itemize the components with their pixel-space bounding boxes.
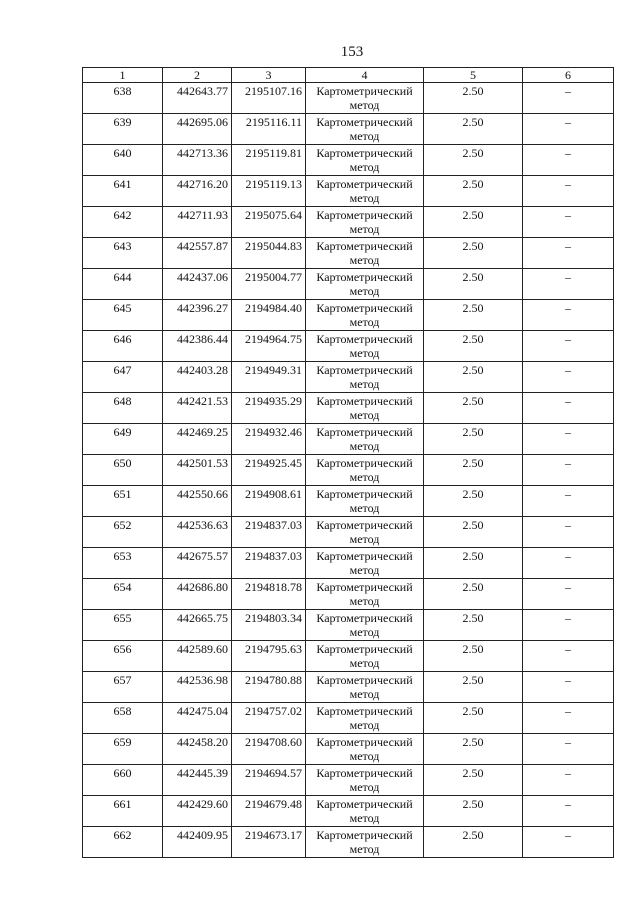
method-line-2: метод [349,594,380,608]
method-line-1: Картометрический [316,270,413,284]
x-coordinate-cell: 442386.44 [163,331,232,362]
page-number: 153 [340,44,364,60]
x-coordinate-cell: 442557.87 [163,238,232,269]
method-line-1: Картометрический [316,828,413,842]
method-cell [306,734,424,765]
point-number-cell: 656 [83,641,163,672]
point-number-cell: 660 [83,765,163,796]
y-coordinate-cell: 2194780.88 [232,672,306,703]
y-coordinate-cell: 2194837.03 [232,517,306,548]
method-line-2: метод [349,718,380,732]
description-cell: – [523,331,614,362]
method-cell [306,269,424,300]
y-coordinate-cell: 2194984.40 [232,300,306,331]
point-number-cell: 638 [83,83,163,114]
method-cell [306,517,424,548]
point-number-cell: 650 [83,455,163,486]
y-coordinate-cell: 2194925.45 [232,455,306,486]
y-coordinate-cell: 2195075.64 [232,207,306,238]
method-line-2: метод [349,98,380,112]
table-row [83,827,614,858]
table-row [83,672,614,703]
x-coordinate-cell: 442437.06 [163,269,232,300]
method-cell [306,827,424,858]
description-cell: – [523,145,614,176]
table-row [83,734,614,765]
description-cell: – [523,579,614,610]
point-number-cell: 642 [83,207,163,238]
accuracy-cell: 2.50 [424,207,523,238]
method-line-2: метод [349,377,380,391]
column-header: 5 [424,68,523,83]
point-number-cell: 644 [83,269,163,300]
y-coordinate-cell: 2195119.13 [232,176,306,207]
point-number-cell: 661 [83,796,163,827]
x-coordinate-cell: 442536.98 [163,672,232,703]
method-line-2: метод [349,563,380,577]
point-number-cell: 639 [83,114,163,145]
method-line-1: Картометрический [316,84,413,98]
table-row [83,362,614,393]
y-coordinate-cell: 2195116.11 [232,114,306,145]
y-coordinate-cell: 2194818.78 [232,579,306,610]
y-coordinate-cell: 2194708.60 [232,734,306,765]
accuracy-cell: 2.50 [424,83,523,114]
table-row [83,145,614,176]
method-line-2: метод [349,160,380,174]
table-row [83,176,614,207]
y-coordinate-cell: 2194803.34 [232,610,306,641]
point-number-cell: 658 [83,703,163,734]
method-line-1: Картометрический [316,735,413,749]
x-coordinate-cell: 442458.20 [163,734,232,765]
method-line-1: Картометрический [316,115,413,129]
y-coordinate-cell: 2195119.81 [232,145,306,176]
y-coordinate-cell: 2194949.31 [232,362,306,393]
accuracy-cell: 2.50 [424,424,523,455]
accuracy-cell: 2.50 [424,734,523,765]
method-cell [306,238,424,269]
y-coordinate-cell: 2195107.16 [232,83,306,114]
method-line-2: метод [349,532,380,546]
description-cell: – [523,796,614,827]
method-cell [306,548,424,579]
accuracy-cell: 2.50 [424,796,523,827]
table-row [83,300,614,331]
table-row [83,83,614,114]
method-line-1: Картометрический [316,363,413,377]
point-number-cell: 657 [83,672,163,703]
point-number-cell: 655 [83,610,163,641]
method-line-2: метод [349,501,380,515]
accuracy-cell: 2.50 [424,238,523,269]
y-coordinate-cell: 2195044.83 [232,238,306,269]
column-header: 3 [232,68,306,83]
method-line-1: Картометрический [316,332,413,346]
method-line-1: Картометрический [316,208,413,222]
x-coordinate-cell: 442695.06 [163,114,232,145]
point-number-cell: 641 [83,176,163,207]
description-cell: – [523,238,614,269]
table-row [83,486,614,517]
accuracy-cell: 2.50 [424,455,523,486]
method-cell [306,207,424,238]
method-cell [306,393,424,424]
accuracy-cell: 2.50 [424,486,523,517]
accuracy-cell: 2.50 [424,393,523,424]
x-coordinate-cell: 442421.53 [163,393,232,424]
method-line-1: Картометрический [316,394,413,408]
accuracy-cell: 2.50 [424,610,523,641]
x-coordinate-cell: 442675.57 [163,548,232,579]
point-number-cell: 651 [83,486,163,517]
x-coordinate-cell: 442665.75 [163,610,232,641]
description-cell: – [523,300,614,331]
table-row [83,331,614,362]
method-cell [306,579,424,610]
x-coordinate-cell: 442713.36 [163,145,232,176]
y-coordinate-cell: 2194673.17 [232,827,306,858]
method-cell [306,672,424,703]
description-cell: – [523,703,614,734]
y-coordinate-cell: 2194679.48 [232,796,306,827]
column-header: 2 [163,68,232,83]
table-row [83,238,614,269]
method-cell [306,145,424,176]
description-cell: – [523,734,614,765]
x-coordinate-cell: 442475.04 [163,703,232,734]
table-row [83,641,614,672]
method-cell [306,455,424,486]
description-cell: – [523,362,614,393]
description-cell: – [523,765,614,796]
description-cell: – [523,114,614,145]
method-line-2: метод [349,470,380,484]
table-row [83,796,614,827]
x-coordinate-cell: 442501.53 [163,455,232,486]
column-header: 6 [523,68,614,83]
method-line-1: Картометрический [316,549,413,563]
method-line-1: Картометрический [316,456,413,470]
method-line-1: Картометрический [316,239,413,253]
description-cell: – [523,548,614,579]
method-cell [306,424,424,455]
method-line-2: метод [349,842,380,856]
description-cell: – [523,424,614,455]
method-line-2: метод [349,191,380,205]
accuracy-cell: 2.50 [424,672,523,703]
x-coordinate-cell: 442589.60 [163,641,232,672]
accuracy-cell: 2.50 [424,145,523,176]
accuracy-cell: 2.50 [424,765,523,796]
method-line-1: Картометрический [316,673,413,687]
y-coordinate-cell: 2194795.63 [232,641,306,672]
method-line-2: метод [349,284,380,298]
method-line-2: метод [349,408,380,422]
y-coordinate-cell: 2194694.57 [232,765,306,796]
method-line-1: Картометрический [316,177,413,191]
y-coordinate-cell: 2195004.77 [232,269,306,300]
description-cell: – [523,827,614,858]
table-row [83,269,614,300]
accuracy-cell: 2.50 [424,827,523,858]
description-cell: – [523,517,614,548]
accuracy-cell: 2.50 [424,579,523,610]
accuracy-cell: 2.50 [424,548,523,579]
accuracy-cell: 2.50 [424,176,523,207]
accuracy-cell: 2.50 [424,703,523,734]
x-coordinate-cell: 442686.80 [163,579,232,610]
description-cell: – [523,610,614,641]
method-cell [306,362,424,393]
method-line-2: метод [349,129,380,143]
method-line-2: метод [349,346,380,360]
table-row [83,207,614,238]
method-line-2: метод [349,222,380,236]
method-line-1: Картометрический [316,146,413,160]
y-coordinate-cell: 2194932.46 [232,424,306,455]
table-row [83,765,614,796]
method-cell [306,331,424,362]
method-line-1: Картометрический [316,518,413,532]
method-line-2: метод [349,749,380,763]
method-line-1: Картометрический [316,301,413,315]
method-cell [306,114,424,145]
table-row [83,610,614,641]
point-number-cell: 643 [83,238,163,269]
point-number-cell: 645 [83,300,163,331]
point-number-cell: 662 [83,827,163,858]
accuracy-cell: 2.50 [424,362,523,393]
table-row [83,548,614,579]
accuracy-cell: 2.50 [424,331,523,362]
table-row [83,517,614,548]
x-coordinate-cell: 442429.60 [163,796,232,827]
table-row [83,424,614,455]
description-cell: – [523,207,614,238]
method-cell [306,765,424,796]
table-row [83,579,614,610]
column-header: 4 [306,68,424,83]
method-cell [306,486,424,517]
method-line-2: метод [349,656,380,670]
method-line-1: Картометрический [316,797,413,811]
x-coordinate-cell: 442536.63 [163,517,232,548]
method-cell [306,176,424,207]
point-number-cell: 653 [83,548,163,579]
point-number-cell: 640 [83,145,163,176]
table-row [83,703,614,734]
x-coordinate-cell: 442396.27 [163,300,232,331]
method-cell [306,610,424,641]
method-line-1: Картометрический [316,642,413,656]
y-coordinate-cell: 2194837.03 [232,548,306,579]
y-coordinate-cell: 2194964.75 [232,331,306,362]
description-cell: – [523,486,614,517]
method-line-2: метод [349,780,380,794]
method-line-2: метод [349,253,380,267]
description-cell: – [523,393,614,424]
y-coordinate-cell: 2194757.02 [232,703,306,734]
method-line-1: Картометрический [316,611,413,625]
method-cell [306,300,424,331]
x-coordinate-cell: 442643.77 [163,83,232,114]
point-number-cell: 647 [83,362,163,393]
description-cell: – [523,455,614,486]
point-number-cell: 652 [83,517,163,548]
method-line-1: Картометрический [316,766,413,780]
method-line-1: Картометрический [316,704,413,718]
x-coordinate-cell: 442409.95 [163,827,232,858]
description-cell: – [523,641,614,672]
method-cell [306,703,424,734]
x-coordinate-cell: 442711.93 [163,207,232,238]
header-row [83,68,614,83]
accuracy-cell: 2.50 [424,517,523,548]
method-line-2: метод [349,687,380,701]
point-number-cell: 646 [83,331,163,362]
x-coordinate-cell: 442716.20 [163,176,232,207]
point-number-cell: 654 [83,579,163,610]
table-row [83,455,614,486]
coordinates-table [82,67,614,858]
method-line-2: метод [349,625,380,639]
method-line-1: Картометрический [316,580,413,594]
method-line-2: метод [349,811,380,825]
method-line-1: Картометрический [316,487,413,501]
description-cell: – [523,83,614,114]
accuracy-cell: 2.50 [424,269,523,300]
x-coordinate-cell: 442469.25 [163,424,232,455]
x-coordinate-cell: 442550.66 [163,486,232,517]
method-line-2: метод [349,439,380,453]
method-line-1: Картометрический [316,425,413,439]
description-cell: – [523,269,614,300]
x-coordinate-cell: 442403.28 [163,362,232,393]
y-coordinate-cell: 2194908.61 [232,486,306,517]
description-cell: – [523,672,614,703]
accuracy-cell: 2.50 [424,641,523,672]
x-coordinate-cell: 442445.39 [163,765,232,796]
accuracy-cell: 2.50 [424,300,523,331]
method-cell [306,641,424,672]
description-cell: – [523,176,614,207]
point-number-cell: 648 [83,393,163,424]
method-cell [306,796,424,827]
method-cell [306,83,424,114]
column-header: 1 [83,68,163,83]
y-coordinate-cell: 2194935.29 [232,393,306,424]
point-number-cell: 659 [83,734,163,765]
accuracy-cell: 2.50 [424,114,523,145]
table-row [83,114,614,145]
table-row [83,393,614,424]
point-number-cell: 649 [83,424,163,455]
method-line-2: метод [349,315,380,329]
